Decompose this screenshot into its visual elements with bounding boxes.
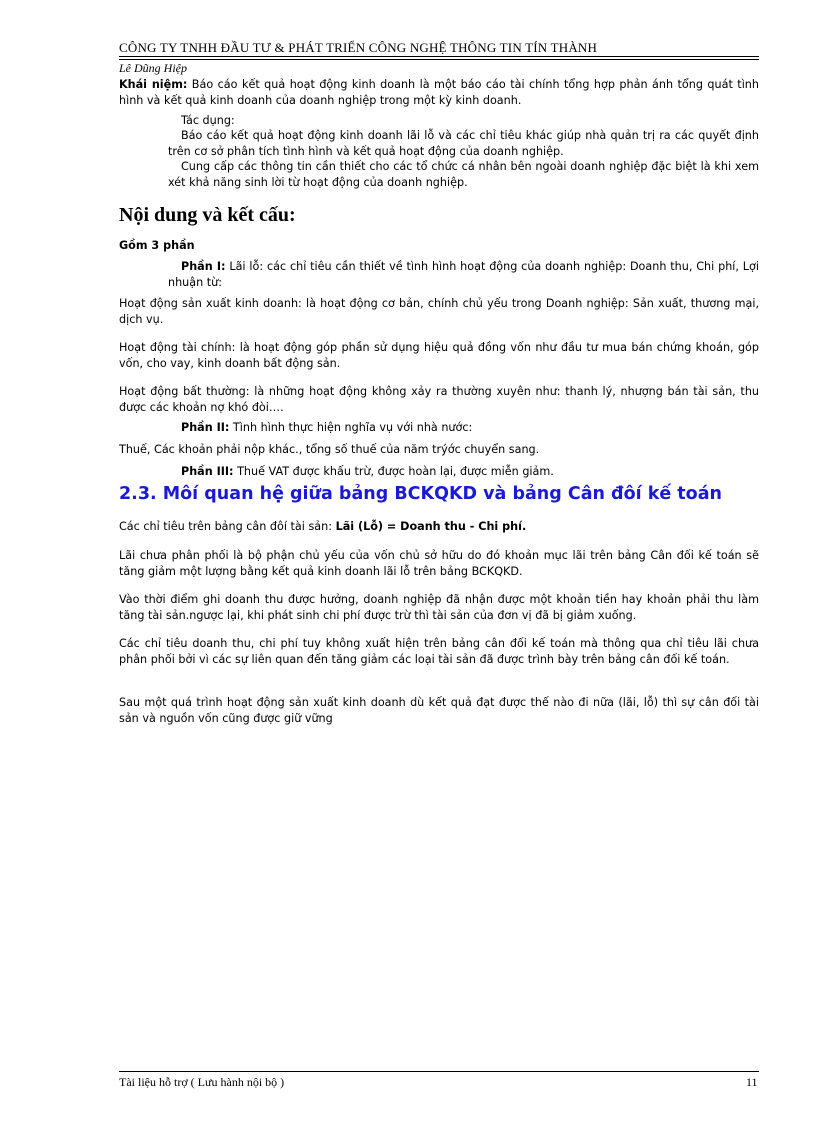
content-heading: Nội dung và kết cấu: xyxy=(119,204,296,226)
content-subheading: Gồm 3 phần xyxy=(119,239,195,252)
page-number: 11 xyxy=(746,1075,758,1089)
effects-paragraph-1: Báo cáo kết quả hoạt động kinh doanh lãi lỗ và các chỉ tiêu khác giúp nhà quản trị ra các quyết định trên cơ sở phân tích tình hình và kết quả hoạt động của doanh nghiệp. xyxy=(168,129,759,158)
part2-paragraph: Phần II: Tình hình thực hiện nghĩa vụ với nhà nước: xyxy=(181,421,473,434)
concept-paragraph xyxy=(119,77,759,108)
relation-paragraph-5: Sau một quá trình hoạt động sản xuất kinh doanh dù kết quả đạt được thế nào đi nữa (lãi, lỗ) thì sự cân đối tài sản và nguồn vốn cũng được giữ vững xyxy=(119,696,759,725)
effects-paragraph-2: Cung cấp các thông tin cần thiết cho các tổ chức cá nhân bên ngoài doanh nghiệp đặc biệt là khi xem xét khả năng sinh lời từ hoạt động của doanh nghiệp. xyxy=(168,160,759,189)
footer-rule xyxy=(119,1071,759,1072)
part2-label: Phần II: xyxy=(181,421,230,434)
effects-title: Tác dụng: xyxy=(181,114,235,127)
header-company-title: CÔNG TY TNHH ĐẦU TƯ & PHÁT TRIỂN CÔNG NGHỆ THÔNG TIN TÍN THÀNH xyxy=(119,40,598,55)
concept-text: Báo cáo kết quả hoạt động kinh doanh là một báo cáo tài chính tổng hợp phản ánh tổng quát tình hình và kết quả kinh doanh của doanh nghiệp trong một kỳ kinh doanh. xyxy=(119,78,759,107)
part1-paragraph: Phần I: Lãi lỗ: các chỉ tiêu cần thiết về tình hình hoạt động của doanh nghiệp: Doanh thu, Chi phí, Lợi nhuận từ: xyxy=(168,260,759,289)
footer-note: Tài liệu hỗ trợ ( Lưu hành nội bộ ) xyxy=(119,1075,285,1089)
relation-paragraph-4: Các chỉ tiêu doanh thu, chi phí tuy không xuất hiện trên bảng cân đối kế toán mà thông qua chỉ tiêu lãi chưa phân phối bởi vì các sự liên quan đến tăng giảm các loại tài sản đã được trình bày trên bảng cân đối kế toán. xyxy=(119,637,759,666)
part3-label: Phần III: xyxy=(181,465,234,478)
tax-paragraph: Thuế, Các khoản phải nộp khác., tổng số thuế của năm trýớc chuyển sang. xyxy=(119,443,540,456)
profit-formula: Lãi (Lỗ) = Doanh thu - Chi phí. xyxy=(335,520,527,533)
finance-paragraph: Hoạt động tài chính: là hoạt động góp phần sử dụng hiệu quả đồng vốn như đầu tư mua bán chứng khoán, góp vốn, cho vay, kinh doanh bất động sản. xyxy=(119,341,759,370)
header-rule xyxy=(119,56,759,57)
relation-heading: 2.3. Môí quan hệ giữa bảng BCKQKD và bảng Cân đôí kế toán xyxy=(119,484,722,504)
part1-label: Phần I: xyxy=(181,260,226,273)
relation-paragraph-1: Các chỉ tiêu trên bảng cân đôí tài sản: Lãi (Lỗ) = Doanh thu - Chi phí. xyxy=(119,520,527,533)
header-author: Lê Dũng Hiệp xyxy=(119,61,187,75)
relation-paragraph-3: Vào thời điểm ghi doanh thu được hưởng, doanh nghiệp đã nhận được một khoản tiền hay khoản phải thu làm tăng tài sản.ngược lại, khi phát sinh chi phí được trừ thì tài sản của đơn vị đã bị giảm xuống. xyxy=(119,593,759,622)
part3-paragraph: Phần III: Thuế VAT được khấu trừ, được hoàn lại, được miễn giảm. xyxy=(181,465,554,478)
unusual-paragraph: Hoạt động bất thường: là những hoạt động không xảy ra thường xuyên như: thanh lý, nhượng bán tài sản, thu được các khoản nợ khó đòi…. xyxy=(119,385,759,414)
concept-label: Khái niệm: xyxy=(119,78,188,91)
relation-paragraph-2: Lãi chưa phân phối là bộ phận chủ yếu của vốn chủ sở hữu do đó khoản mục lãi trên bảng Cân đối kế toán sẽ tăng giảm một lượng bằng kết quả kinh doanh lãi lỗ trên bảng BCKQKD. xyxy=(119,549,759,578)
production-paragraph: Hoạt động sản xuất kinh doanh: là hoạt động cơ bản, chính chủ yếu trong Doanh nghiệp: Sản xuất, thương mại, dịch vụ. xyxy=(119,297,759,326)
header-rule-double xyxy=(119,59,759,60)
